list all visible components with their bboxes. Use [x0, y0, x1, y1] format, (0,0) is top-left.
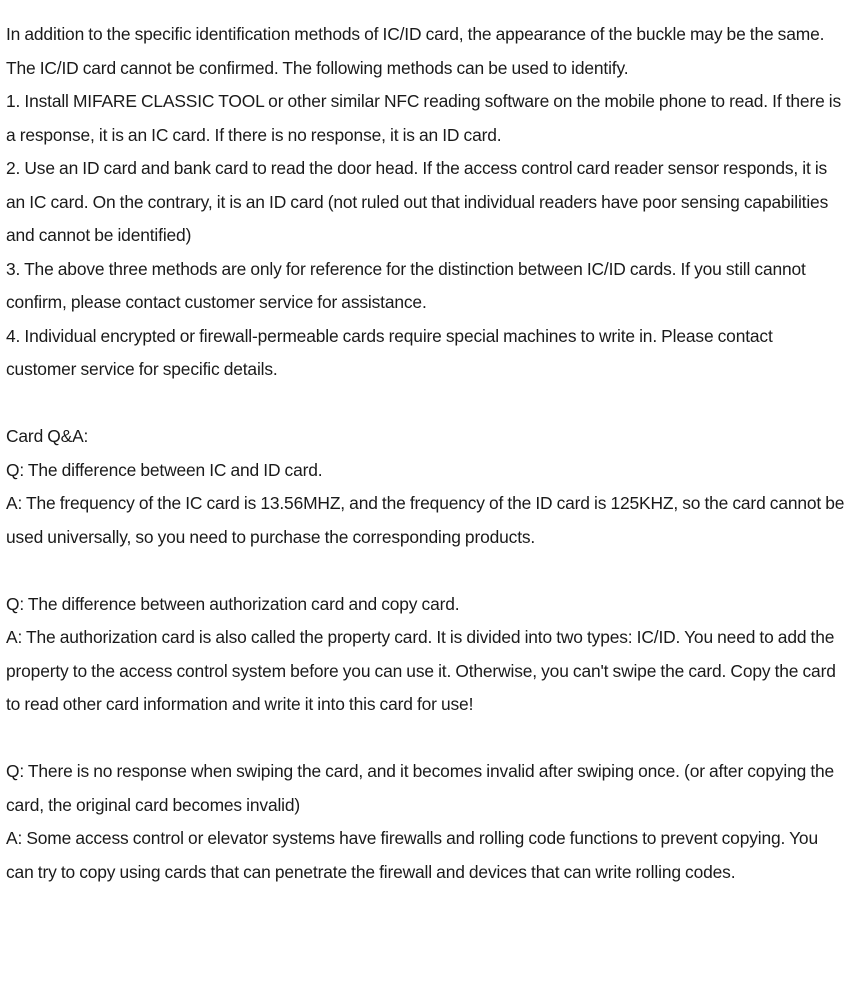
question-1: Q: The difference between IC and ID card.	[6, 459, 323, 480]
qa-heading: Card Q&A:	[6, 426, 89, 446]
answer-2: A: The authorization card is also called the property card. It is divided into two types: IC/ID. You need to add the property to the access control system before you can use it. Otherwise, you can't swipe the card. Copy the card to read other card information and write it into this card for use!	[6, 627, 836, 714]
method-4: 4. Individual encrypted or firewall-permeable cards require special machines to write in. Please contact customer service for specific details.	[6, 325, 773, 379]
method-2: 2. Use an ID card and bank card to read the door head. If the access control card reader sensor responds, it is an IC card. On the contrary, it is an ID card (not ruled out that individual readers have poor sensing capabilities and cannot be identified)	[6, 158, 829, 245]
question-3: Q: There is no response when swiping the card, and it becomes invalid after swiping once. (or after copying the card, the original card becomes invalid)	[6, 761, 835, 815]
question-2: Q: The difference between authorization card and copy card.	[6, 593, 460, 614]
document-body	[6, 18, 846, 889]
answer-3: A: Some access control or elevator systems have firewalls and rolling code functions to prevent copying. You can try to copy using cards that can penetrate the firewall and devices that can write rolling codes.	[6, 828, 818, 882]
spacer	[6, 722, 846, 756]
intro-paragraph: In addition to the specific identification methods of IC/ID card, the appearance of the buckle may be the same. The IC/ID card cannot be confirmed. The following methods can be used to identify.	[6, 24, 825, 78]
spacer	[6, 387, 846, 421]
answer-1: A: The frequency of the IC card is 13.56MHZ, and the frequency of the ID card is 125KHZ, so the card cannot be used universally, so you need to purchase the corresponding products.	[6, 493, 845, 547]
spacer	[6, 554, 846, 588]
method-3: 3. The above three methods are only for reference for the distinction between IC/ID cards. If you still cannot confirm, please contact customer service for assistance.	[6, 258, 806, 312]
method-1: 1. Install MIFARE CLASSIC TOOL or other similar NFC reading software on the mobile phone to read. If there is a response, it is an IC card. If there is no response, it is an ID card.	[6, 91, 842, 145]
